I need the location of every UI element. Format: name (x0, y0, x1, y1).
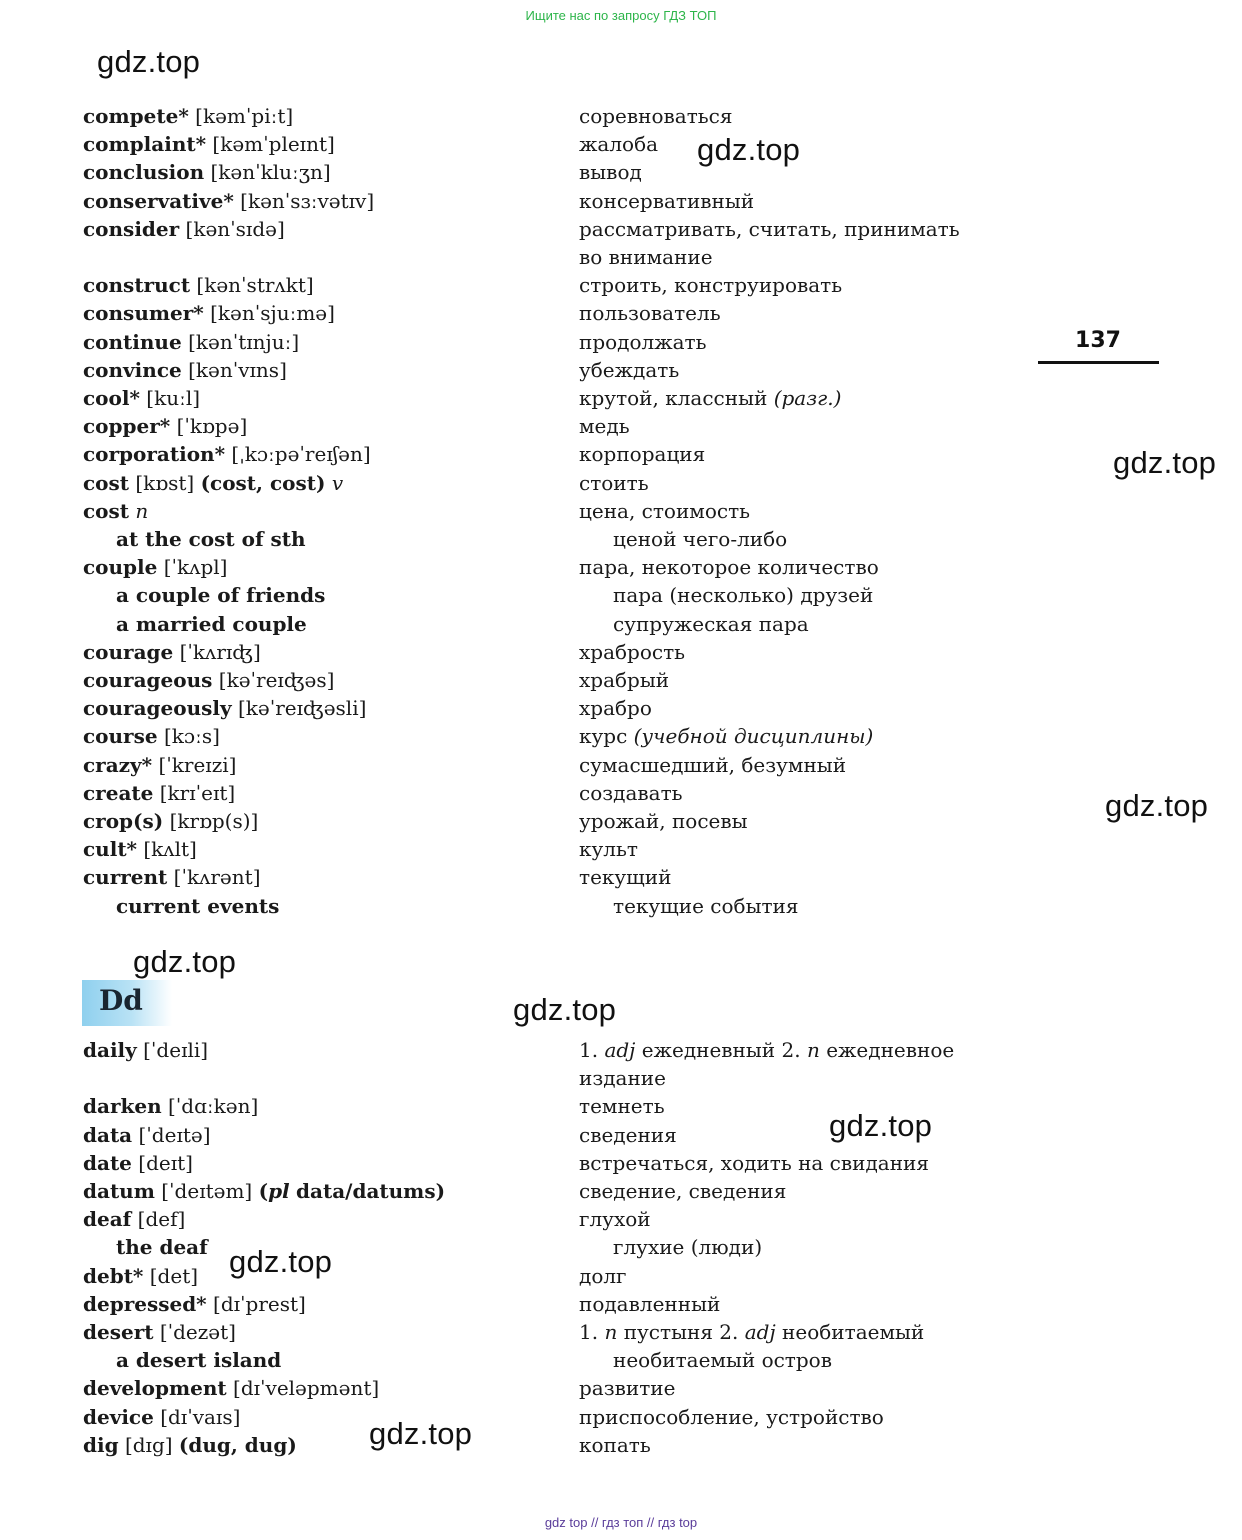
plural-mark: pl (268, 1179, 290, 1203)
entry-row (0, 1290, 1242, 1318)
headword: device (83, 1404, 154, 1429)
headword-cell (83, 553, 227, 581)
headword-cell (83, 299, 335, 327)
watermark: gdz.top (97, 44, 201, 79)
transcription: [ˈkreɪzi] (158, 752, 237, 777)
transcription: [kəˈreɪʤəs] (218, 668, 335, 692)
headword: courageous (83, 668, 213, 692)
headword-cell (83, 1318, 236, 1346)
translation-text: вывод (579, 160, 642, 185)
translation-text: консервативный (579, 188, 755, 213)
translation-text: стоить (579, 470, 649, 495)
grammar-forms: (dug, dug) (178, 1432, 297, 1457)
headword: continue (83, 329, 182, 354)
transcription: [kuːl] (146, 386, 201, 410)
entry-row (0, 638, 1242, 666)
translation-text: долг (579, 1263, 627, 1288)
transcription: [ˈdezət] (159, 1320, 236, 1344)
translation (579, 469, 649, 497)
grammar-forms: data/datums) (296, 1179, 446, 1203)
transcription: [kənˈvɪns] (188, 357, 287, 382)
watermark: gdz.top (133, 944, 237, 979)
entry-row (0, 1262, 1242, 1290)
entry-row (0, 497, 1242, 525)
headword: conservative* (83, 188, 234, 213)
translation (579, 384, 841, 412)
headword: conclusion (83, 160, 205, 185)
grammar-forms: ( (258, 1179, 269, 1203)
headword-cell (83, 1092, 258, 1120)
translation-text: курс (579, 724, 628, 749)
headword-cell (83, 158, 331, 186)
translation (579, 1290, 720, 1318)
headword-cell (83, 1205, 185, 1233)
headword: date (83, 1150, 132, 1175)
translation (579, 412, 630, 440)
headword-cell (83, 1262, 198, 1290)
translation (579, 553, 879, 581)
phrase (116, 1233, 208, 1261)
watermark: gdz.top (229, 1244, 333, 1279)
transcription: [kənˈsjuːmə] (210, 301, 335, 326)
watermark: gdz.top (1105, 788, 1209, 823)
footer-links[interactable]: gdz top // гдз топ // гдз top (544, 1515, 698, 1530)
entry-row (0, 1318, 1242, 1346)
translation-text: издание (579, 1066, 666, 1091)
phrase-text: the deaf (116, 1235, 208, 1260)
headword-cell (83, 722, 220, 750)
headword: consider (83, 216, 180, 241)
entry-row (0, 243, 1242, 271)
headword-cell (83, 1149, 193, 1177)
headword: development (83, 1376, 227, 1401)
translation (579, 158, 642, 186)
translation-text: храбро (579, 696, 652, 721)
translation-text: приспособление, устройство (579, 1404, 884, 1429)
entry-row (0, 130, 1242, 158)
transcription: [dɪg] (124, 1432, 173, 1457)
headword-cell (83, 1403, 240, 1431)
transcription: [ˈkɒpə] (176, 414, 248, 439)
watermark: gdz.top (697, 132, 801, 167)
usage-note: (разг.) (773, 386, 842, 410)
transcription: [ˈdeɪli] (143, 1038, 209, 1062)
headword-cell (83, 779, 235, 807)
headword-cell (83, 1177, 445, 1205)
grammar-forms: (cost, cost) (200, 470, 326, 495)
sense-number: 2. (781, 1038, 807, 1062)
translation (579, 328, 707, 356)
entry-row (0, 102, 1242, 130)
headword: convince (83, 357, 182, 382)
headword-cell (83, 271, 314, 299)
part-of-speech: adj (604, 1038, 636, 1062)
translation-text: соревноваться (579, 104, 733, 128)
translation-text: ежедневный (635, 1038, 782, 1062)
headword: current (83, 865, 168, 890)
translation-text: глухие (люди) (613, 1235, 763, 1260)
headword: darken (83, 1094, 162, 1119)
translation (579, 807, 748, 835)
translation (579, 1177, 786, 1205)
translation-text: храбрый (579, 668, 670, 692)
headword-cell (83, 638, 261, 666)
translation (579, 102, 732, 130)
headword: datum (83, 1179, 155, 1203)
transcription: [def] (137, 1207, 186, 1232)
entry-row (0, 779, 1242, 807)
headword: desert (83, 1320, 154, 1344)
headword: courageously (83, 696, 232, 721)
headword-cell (83, 328, 299, 356)
headword-cell (83, 751, 236, 779)
entry-row (0, 384, 1242, 412)
phrase (116, 581, 325, 609)
entry-row (0, 525, 1242, 553)
entry-row (0, 1177, 1242, 1205)
phrase (116, 1346, 281, 1374)
entry-row (0, 722, 1242, 750)
headword-cell (83, 1431, 297, 1459)
transcription: [ˈdɑːkən] (167, 1094, 259, 1119)
page-number: 137 (1075, 328, 1121, 353)
headword: daily (83, 1038, 137, 1062)
translation (579, 666, 669, 694)
translation-text: культ (579, 837, 638, 862)
phrase-translation (613, 892, 799, 920)
entry-row (0, 553, 1242, 581)
translation (579, 1403, 884, 1431)
headword-cell (83, 666, 334, 694)
transcription: [det] (149, 1263, 199, 1288)
headword: debt* (83, 1263, 144, 1288)
transcription: [kənˈsɪdə] (185, 216, 285, 241)
headword-cell (83, 1374, 379, 1402)
entry-row (0, 751, 1242, 779)
translation (579, 1205, 651, 1233)
headword: crazy* (83, 752, 153, 777)
headword: consumer* (83, 301, 204, 326)
entry-row (0, 1092, 1242, 1120)
entry-row (0, 328, 1242, 356)
headword-cell (83, 215, 285, 243)
transcription: [dɪˈvaɪs] (160, 1404, 241, 1429)
entry-row (0, 1205, 1242, 1233)
section-letter: Dd (99, 984, 143, 1017)
transcription: [kəmˈpleɪnt] (212, 132, 335, 157)
headword: crop(s) (83, 809, 164, 833)
headword: cost (83, 498, 130, 523)
transcription: [ˈdeɪtə] (138, 1122, 211, 1147)
phrase (116, 610, 307, 638)
translation (579, 779, 683, 807)
translation (579, 271, 842, 299)
translation-text: подавленный (579, 1291, 721, 1316)
headword: cost (83, 470, 130, 495)
phrase-text: a couple of friends (116, 583, 326, 608)
headword-cell (83, 1036, 208, 1064)
translation-text: пользователь (579, 301, 721, 326)
phrase-text: a desert island (116, 1348, 282, 1373)
transcription: [kənˈtɪnjuː] (188, 329, 300, 354)
translation (579, 1064, 666, 1092)
headword: compete* (83, 104, 189, 128)
entry-row (0, 1403, 1242, 1431)
transcription: [kəmˈpiːt] (195, 104, 294, 128)
translation-text: темнеть (579, 1094, 665, 1119)
translation-text: крутой, классный (579, 386, 768, 410)
translation-text: убеждать (579, 357, 680, 382)
translation (579, 356, 679, 384)
headword: dig (83, 1432, 119, 1457)
translation (579, 1121, 677, 1149)
headword: courage (83, 639, 174, 664)
translation (579, 1262, 627, 1290)
phrase (116, 525, 306, 553)
translation-text: рассматривать, считать, принимать (579, 216, 960, 241)
translation-text: во внимание (579, 245, 713, 269)
entry-row (0, 158, 1242, 186)
translation-text: необитаемый (775, 1320, 925, 1344)
phrase-translation (613, 1233, 762, 1261)
phrase-text: at the cost of sth (116, 527, 306, 551)
phrase-translation (613, 610, 809, 638)
transcription: [deɪt] (138, 1150, 193, 1175)
watermark: gdz.top (829, 1108, 933, 1143)
translation (579, 1036, 954, 1064)
entry-row (0, 1233, 1242, 1261)
headword: couple (83, 555, 158, 580)
translation-text: сведение, сведения (579, 1179, 787, 1203)
part-of-speech: n (604, 1320, 618, 1344)
headword-cell (83, 863, 261, 891)
headword: corporation* (83, 442, 226, 467)
entry-row (0, 469, 1242, 497)
entry-row (0, 299, 1242, 327)
part-of-speech: n (806, 1038, 820, 1062)
entry-row (0, 1149, 1242, 1177)
entry-row (0, 863, 1242, 891)
translation (579, 722, 873, 750)
headword: data (83, 1122, 133, 1147)
watermark: gdz.top (1113, 445, 1217, 480)
entry-row (0, 356, 1242, 384)
translation (579, 835, 638, 863)
translation-text: развитие (579, 1376, 676, 1401)
headword: construct (83, 273, 191, 298)
watermark: gdz.top (369, 1416, 473, 1451)
entry-row (0, 666, 1242, 694)
phrase-translation (613, 1346, 832, 1374)
transcription: [dɪˈveləpmənt] (233, 1376, 380, 1401)
transcription: [krɒp(s)] (169, 809, 259, 833)
headword: deaf (83, 1207, 132, 1232)
entry-row (0, 187, 1242, 215)
translation-text: ценой чего-либо (613, 527, 788, 551)
translation (579, 694, 652, 722)
translation-text: жалоба (579, 132, 659, 157)
transcription: [dɪˈprest] (213, 1291, 306, 1316)
entry-row (0, 1431, 1242, 1459)
headword-cell (83, 412, 247, 440)
translation (579, 751, 846, 779)
transcription: [krɪˈeɪt] (159, 780, 236, 805)
translation (579, 1431, 651, 1459)
headword-cell (83, 807, 258, 835)
headword: copper* (83, 414, 171, 439)
entry-row (0, 271, 1242, 299)
usage-note: (учебной дисциплины) (633, 724, 874, 749)
transcription: [kəˈreɪʤəsli] (237, 696, 367, 721)
part-of-speech: v (331, 470, 344, 495)
translation-text: встречаться, ходить на свидания (579, 1150, 929, 1175)
translation (579, 243, 713, 271)
translation-text: глухой (579, 1207, 651, 1232)
entry-row (0, 835, 1242, 863)
entry-row (0, 1346, 1242, 1374)
transcription: [kʌlt] (143, 837, 197, 862)
transcription: [ˈkʌrɪʤ] (179, 639, 261, 664)
phrase (116, 892, 279, 920)
entry-row (0, 1036, 1242, 1064)
entry-row (0, 412, 1242, 440)
transcription: [ˈdeɪtəm] (161, 1179, 253, 1203)
headword: cool* (83, 386, 140, 410)
transcription: [ˈkʌrənt] (173, 865, 261, 890)
translation-text: продолжать (579, 329, 707, 354)
transcription: [kənˈsɜːvətɪv] (240, 188, 375, 213)
translation-text: пара, некоторое количество (579, 555, 879, 580)
transcription: [kɒst] (135, 470, 195, 495)
translation-text: пара (несколько) друзей (613, 583, 874, 608)
headword: course (83, 724, 158, 749)
translation-text: копать (579, 1432, 651, 1457)
headword-cell (83, 469, 343, 497)
headword-cell (83, 356, 287, 384)
translation-text: цена, стоимость (579, 498, 751, 523)
headword-cell (83, 440, 371, 468)
translation (579, 1149, 929, 1177)
sense-number: 2. (719, 1320, 745, 1344)
translation (579, 215, 960, 243)
transcription: [ˈkʌpl] (163, 555, 228, 580)
sense-number: 1. (579, 1320, 605, 1344)
translation-text: урожай, посевы (579, 809, 748, 833)
translation-text: текущий (579, 865, 672, 890)
translation (579, 497, 750, 525)
top-banner[interactable]: Ищите нас по запросу ГДЗ ТОП (525, 8, 717, 23)
part-of-speech: n (135, 498, 149, 523)
phrase-text: current events (116, 893, 280, 918)
headword: cult* (83, 837, 138, 862)
section-header (82, 980, 172, 1026)
headword: complaint* (83, 132, 207, 157)
translation (579, 638, 685, 666)
phrase-translation (613, 525, 787, 553)
headword-cell (83, 130, 335, 158)
translation (579, 1092, 665, 1120)
translation-text: медь (579, 414, 630, 439)
translation-text: храбрость (579, 639, 686, 664)
translation (579, 1318, 924, 1346)
phrase-text: a married couple (116, 611, 307, 636)
translation-text: строить, конструировать (579, 273, 843, 298)
translation-text: пустыня (617, 1320, 720, 1344)
translation-text: сведения (579, 1122, 677, 1147)
transcription: [kɔːs] (163, 724, 220, 749)
translation-text: корпорация (579, 442, 706, 467)
entry-row (0, 610, 1242, 638)
translation (579, 187, 754, 215)
entry-row (0, 440, 1242, 468)
translation-text: ежедневное (819, 1038, 955, 1062)
entry-row (0, 215, 1242, 243)
entry-row (0, 1374, 1242, 1402)
part-of-speech: adj (744, 1320, 776, 1344)
headword: depressed* (83, 1291, 207, 1316)
headword: create (83, 780, 154, 805)
phrase-translation (613, 581, 873, 609)
transcription: [kənˈstrʌkt] (196, 273, 314, 298)
entry-row (0, 581, 1242, 609)
entry-row (0, 1121, 1242, 1149)
translation-text: текущие события (613, 893, 799, 918)
translation-text: сумасшедший, безумный (579, 752, 847, 777)
translation-text: создавать (579, 780, 683, 805)
headword-cell (83, 694, 366, 722)
translation-text: супружеская пара (613, 611, 809, 636)
translation-text: необитаемый остров (613, 1348, 832, 1373)
entry-row (0, 807, 1242, 835)
headword-cell (83, 384, 200, 412)
headword-cell (83, 1121, 211, 1149)
translation (579, 863, 671, 891)
translation (579, 1374, 675, 1402)
transcription: [ˌkɔːpəˈreɪʃən] (231, 442, 371, 467)
headword-cell (83, 102, 293, 130)
translation (579, 130, 658, 158)
entry-row (0, 694, 1242, 722)
transcription: [kənˈkluːʒn] (210, 160, 331, 185)
headword-cell (83, 497, 148, 525)
translation (579, 440, 705, 468)
entry-row (0, 892, 1242, 920)
headword-cell (83, 1290, 306, 1318)
headword-cell (83, 835, 197, 863)
entry-row (0, 1064, 1242, 1092)
headword-cell (83, 187, 374, 215)
watermark: gdz.top (513, 992, 617, 1027)
translation (579, 299, 721, 327)
sense-number: 1. (579, 1038, 605, 1062)
